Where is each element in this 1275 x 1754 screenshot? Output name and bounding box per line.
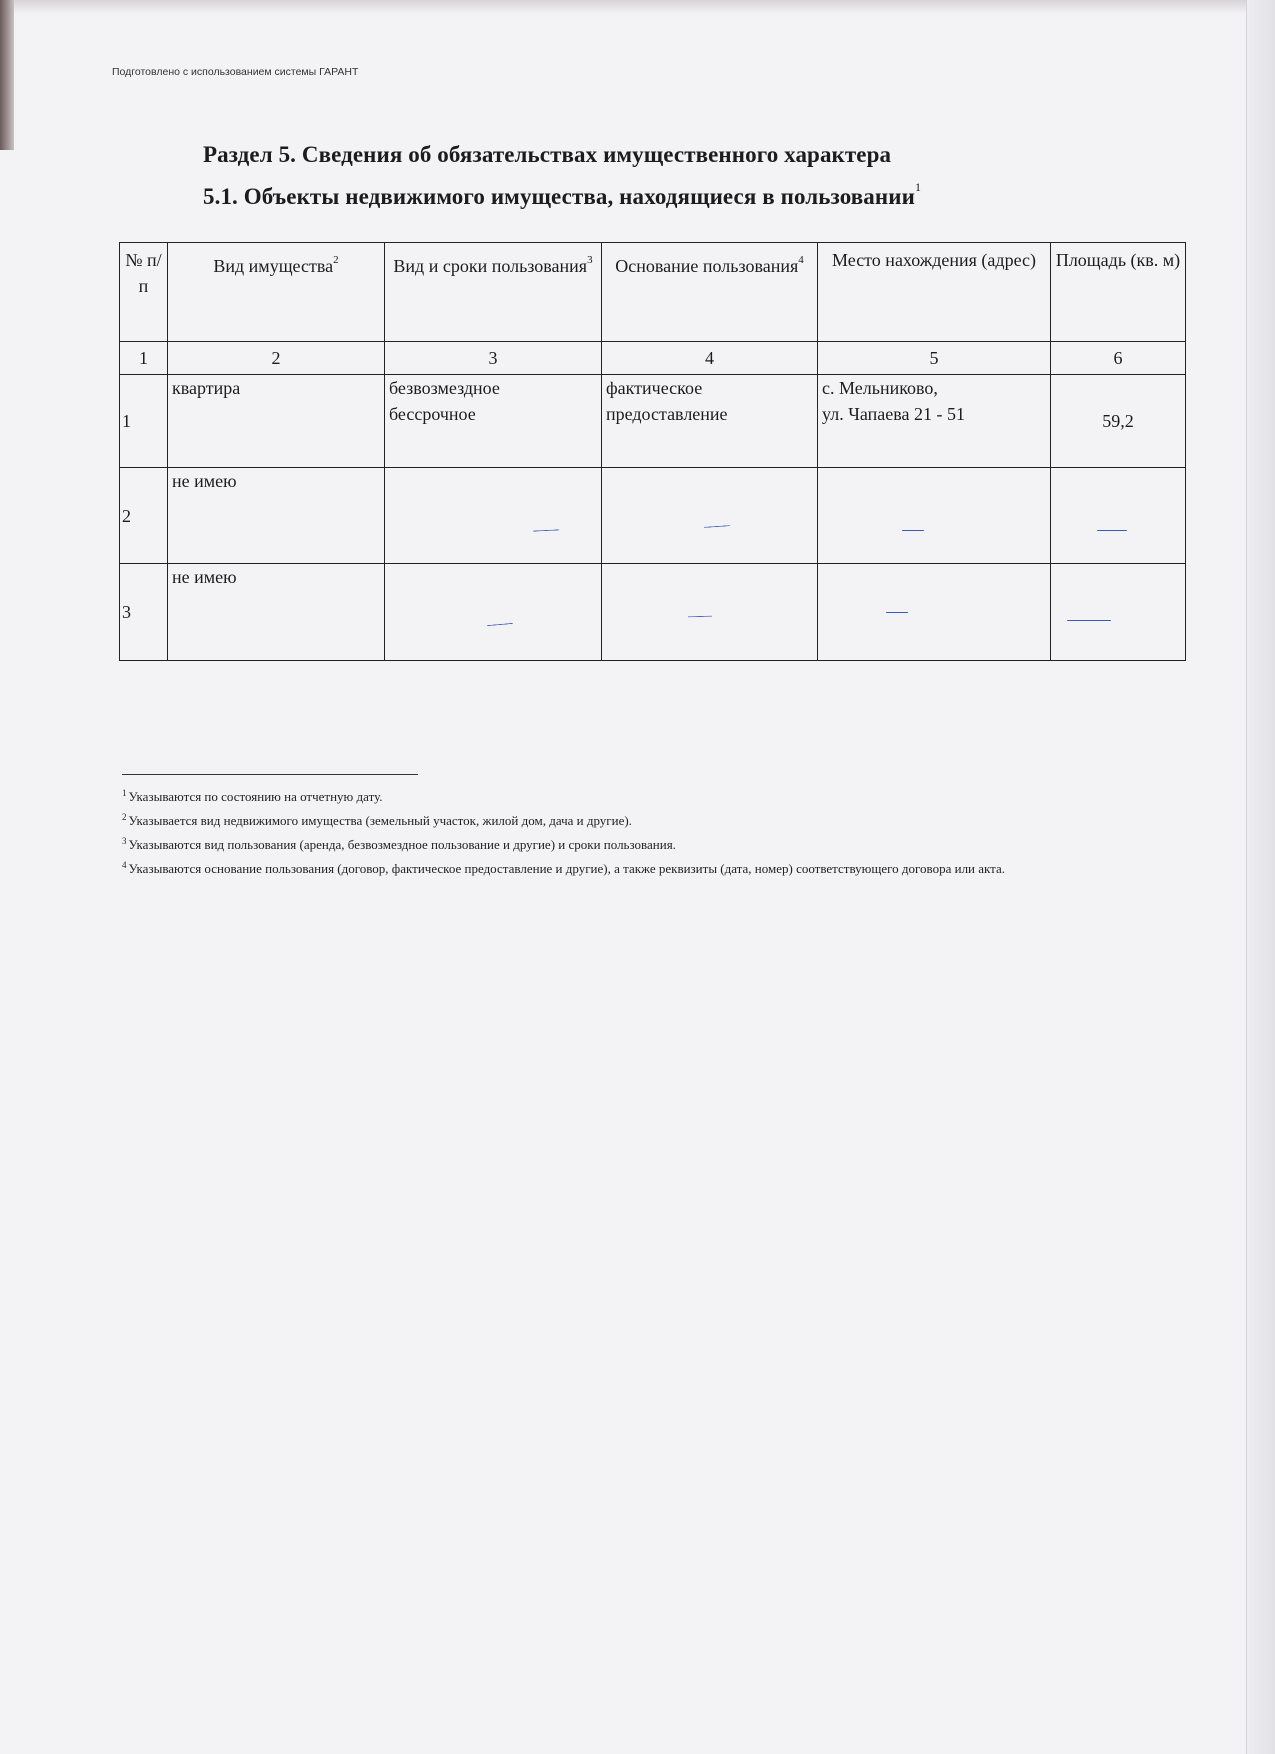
header-property-type: Вид имущества$^2$ <box>168 243 385 342</box>
column-number: 3 <box>385 342 602 375</box>
empty-cell <box>818 564 1051 661</box>
empty-cell <box>602 468 818 564</box>
handwritten-dash <box>704 525 730 528</box>
section-subtitle: 5.1. Объекты недвижимого имущества, находящиеся в пользовании$^1$ <box>203 180 922 209</box>
handwritten-dash <box>688 616 712 618</box>
property-type-cell: не имею <box>168 468 385 564</box>
handwritten-dash <box>487 623 513 626</box>
footnotes <box>122 783 1184 879</box>
handwritten-dash <box>1067 620 1111 621</box>
handwritten-dash <box>902 530 924 531</box>
scan-edge-left <box>0 0 14 150</box>
footnote-ref-1: 1 <box>914 180 922 194</box>
scan-edge-top <box>0 0 1275 14</box>
column-number: 1 <box>120 342 168 375</box>
property-type-cell: не имею <box>168 564 385 661</box>
footnote-divider <box>122 774 418 775</box>
header-usage-type: Вид и сроки пользования$^3$ <box>385 243 602 342</box>
empty-cell <box>1051 564 1186 661</box>
column-number: 4 <box>602 342 818 375</box>
header-row <box>120 243 1186 342</box>
footnote: $^2$ Указывается вид недвижимого имущества (земельный участок, жилой дом, дача и другие). <box>122 812 632 828</box>
empty-cell <box>385 564 602 661</box>
usage-type-cell: безвозмездное бессрочное <box>385 375 602 468</box>
address-cell: с. Мельниково, ул. Чапаева 21 - 51 <box>818 375 1051 468</box>
row-index: 1 <box>120 375 168 468</box>
header-basis: Основание пользования$^4$ <box>602 243 818 342</box>
empty-cell <box>602 564 818 661</box>
empty-cell <box>818 468 1051 564</box>
empty-cell <box>385 468 602 564</box>
scan-edge-right <box>1246 0 1275 1754</box>
handwritten-dash <box>886 612 908 613</box>
column-number: 5 <box>818 342 1051 375</box>
property-type-cell: квартира <box>168 375 385 468</box>
row-index: 2 <box>120 468 168 564</box>
header-address: Место нахождения (адрес) <box>818 243 1051 342</box>
table-row <box>120 375 1186 468</box>
property-table <box>119 242 1186 661</box>
footnote: $^4$ Указываются основание пользования (договор, фактическое предоставление и другие), а также реквизиты (дата, номер) соответствующего договора или акта. <box>122 860 1006 876</box>
table-row <box>120 468 1186 564</box>
basis-cell: фактическое предоставление <box>602 375 818 468</box>
column-number-row <box>120 342 1186 375</box>
table-row <box>120 564 1186 661</box>
header-area: Площадь (кв. м) <box>1051 243 1186 342</box>
row-index: 3 <box>120 564 168 661</box>
column-number: 2 <box>168 342 385 375</box>
section-title: Раздел 5. Сведения об обязательствах имущественного характера <box>203 142 892 167</box>
footnote: $^3$ Указываются вид пользования (аренда, безвозмездное пользование и другие) и сроки пользования. <box>122 836 676 852</box>
header-index: № п/п <box>120 243 168 342</box>
section-titles <box>203 138 1163 213</box>
footnote: $^1$ Указываются по состоянию на отчетную дату. <box>122 788 383 804</box>
handwritten-dash <box>533 529 559 531</box>
empty-cell <box>1051 468 1186 564</box>
handwritten-dash <box>1097 530 1127 531</box>
area-cell: 59,2 <box>1051 375 1186 468</box>
column-number: 6 <box>1051 342 1186 375</box>
page-header: Подготовлено с использованием системы ГАРАНТ <box>112 66 359 78</box>
